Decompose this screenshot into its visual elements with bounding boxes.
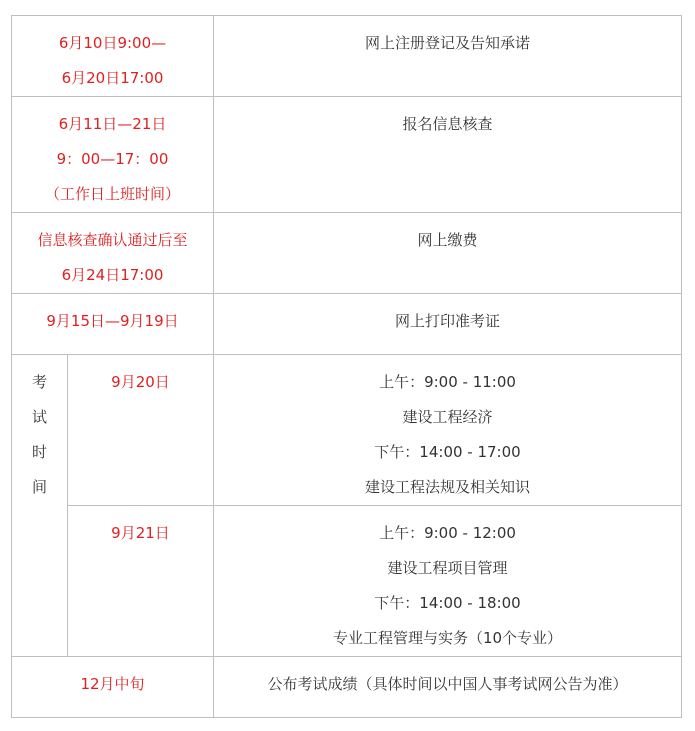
admission-time-line-1: 9月15日—9月19日 [46,312,179,330]
payment-time-cell [12,213,214,294]
exam-time-label-char: 间 [31,478,47,496]
exam-day-1-date: 9月20日 [111,373,170,391]
results-event-cell [214,657,682,718]
admission-event: 网上打印准考证 [394,312,500,330]
schedule-row-verification [12,97,682,213]
verification-time-line-2: 9：00—17：00 [56,150,169,168]
registration-time-cell [12,16,214,97]
exam-day-2-date-cell [68,506,214,657]
registration-time-line-1: 6月10日9:00— [58,34,167,52]
payment-event-cell [214,213,682,294]
schedule-row-payment [12,213,682,294]
exam-time-label-cell [12,355,68,657]
verification-time-line-3: （工作日上班时间） [44,185,180,203]
verification-time-cell [12,97,214,213]
admission-time-cell [12,294,214,355]
exam-day-1-subjects-cell [214,355,682,506]
exam-day-2-subjects-cell [214,506,682,657]
registration-event-cell [214,16,682,97]
results-event: 公布考试成绩（具体时间以中国人事考试网公告为准） [267,675,628,693]
exam-day-2-date: 9月21日 [111,524,170,542]
exam-time-label-char: 考 [31,373,47,391]
results-time: 12月中旬 [80,675,145,693]
schedule-row-results [12,657,682,718]
schedule-row-admission-ticket [12,294,682,355]
exam-time-label-char: 试 [31,408,47,426]
admission-event-cell [214,294,682,355]
exam-schedule-table [11,15,682,718]
schedule-row-registration [12,16,682,97]
verification-event: 报名信息核查 [402,115,493,133]
registration-time-line-2: 6月20日17:00 [61,69,164,87]
exam-day-1-morning-time: 上午：9:00 - 11:00 [379,373,516,391]
exam-time-label [18,365,61,505]
exam-day-2-afternoon-time: 下午：14:00 - 18:00 [374,594,521,612]
exam-day-2-afternoon-subject: 专业工程管理与实务（10个专业） [332,629,563,647]
payment-event: 网上缴费 [417,231,478,249]
schedule-row-exam-day-1 [12,355,682,506]
exam-day-1-afternoon-subject: 建设工程法规及相关知识 [364,478,530,496]
exam-day-2-morning-subject: 建设工程项目管理 [387,559,508,577]
verification-time-line-1: 6月11日—21日 [58,115,167,133]
payment-time-line-1: 信息核查确认通过后至 [37,231,188,249]
verification-event-cell [214,97,682,213]
registration-event: 网上注册登记及告知承诺 [364,34,530,52]
exam-day-1-afternoon-time: 下午：14:00 - 17:00 [374,443,521,461]
exam-day-1-date-cell [68,355,214,506]
exam-day-1-morning-subject: 建设工程经济 [402,408,493,426]
exam-time-label-char: 时 [31,443,47,461]
schedule-row-exam-day-2 [12,506,682,657]
payment-time-line-2: 6月24日17:00 [61,266,164,284]
exam-day-2-morning-time: 上午：9:00 - 12:00 [379,524,516,542]
results-time-cell [12,657,214,718]
